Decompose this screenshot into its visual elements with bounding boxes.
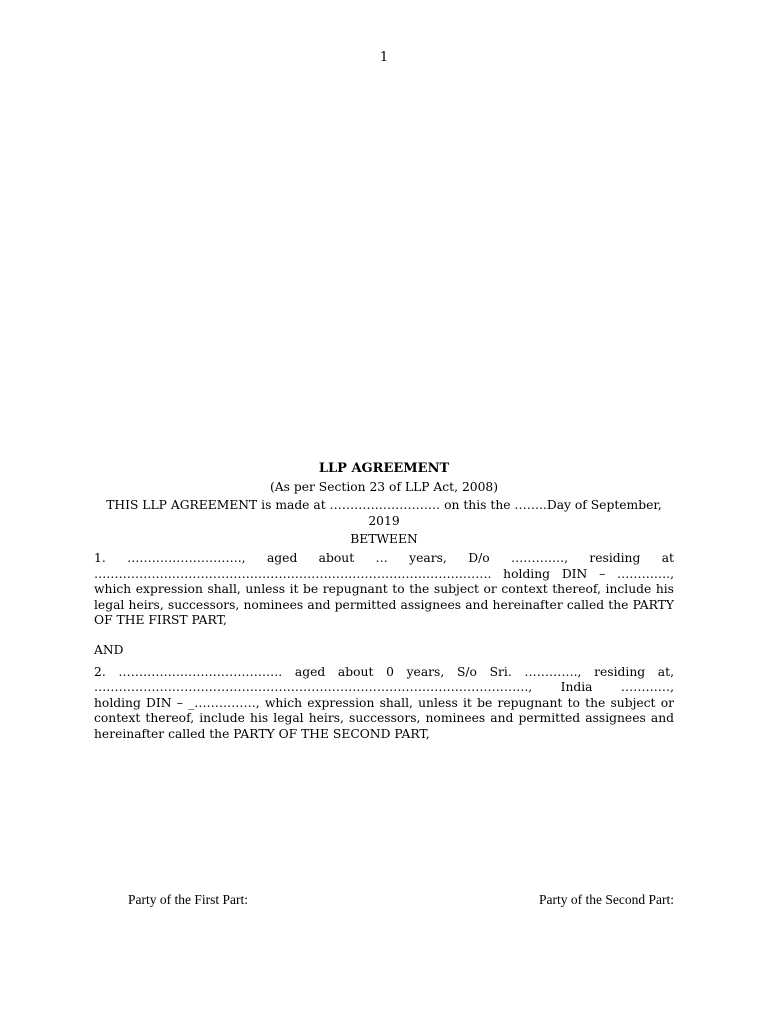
second-party-signature-label: Party of the Second Part:	[539, 892, 674, 907]
agreement-body	[94, 461, 674, 743]
party-one-paragraph: 1. ………………………., aged about … years, D/o …………., residing at ……………………………………………………………………………………. holding DIN – …………., which expression shall, unless it be repugnant to the subject or context thereof, include his legal heirs, successors, nominees and permitted assignees and hereinafter called the PARTY OF THE FIRST PART,	[94, 550, 674, 628]
signature-block	[128, 892, 674, 908]
and-separator: AND	[94, 642, 124, 657]
page-number: 1	[379, 50, 389, 65]
party-two-paragraph: 2. …………………………………. aged about 0 years, S/o Sri. …………., residing at, ……………………………………………………………………………………………., India …………, holding DIN – _……………, which expression shall, unless it be repugnant to the subject or context thereof, include his legal heirs, successors, nominees and permitted assignees and hereinafter called the PARTY OF THE SECOND PART,	[94, 664, 674, 741]
first-party-signature-label: Party of the First Part:	[128, 892, 248, 907]
between-heading: BETWEEN	[350, 532, 418, 547]
agreement-subtitle: (As per Section 23 of LLP Act, 2008)	[269, 479, 499, 494]
agreement-intro: THIS LLP AGREEMENT is made at ……………………… on this the ……..Day of September, 2019	[106, 498, 662, 528]
agreement-title: LLP AGREEMENT	[318, 461, 450, 476]
